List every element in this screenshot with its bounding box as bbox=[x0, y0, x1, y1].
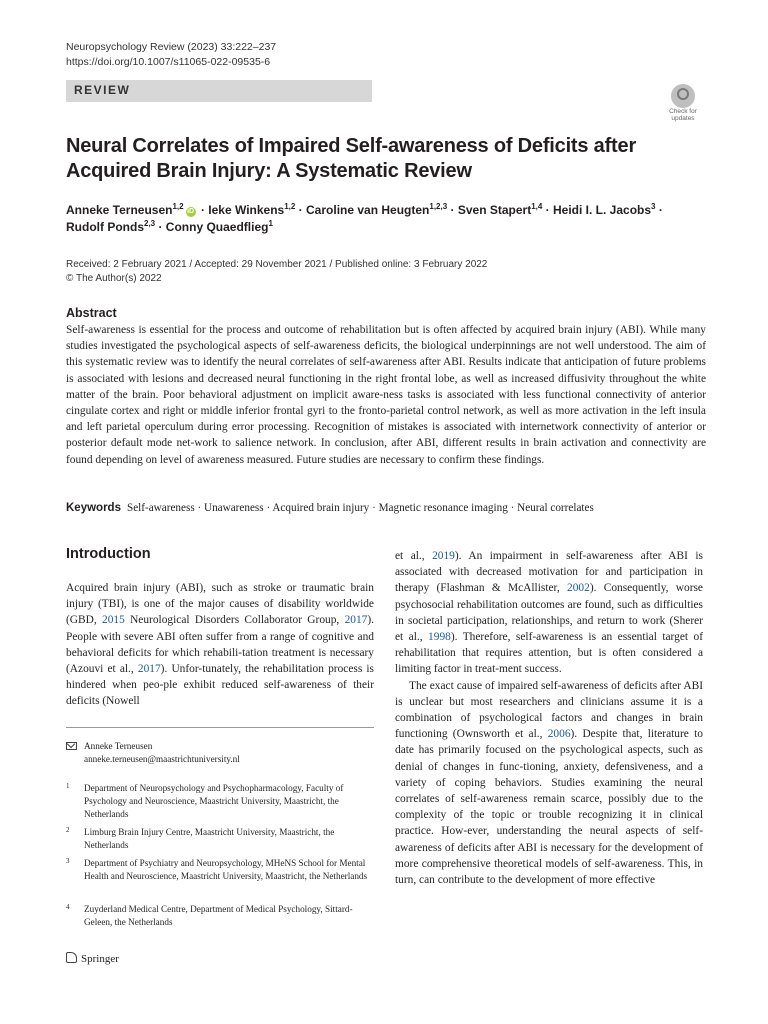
springer-logo-icon bbox=[66, 952, 77, 963]
affiliation-number: 1 bbox=[66, 782, 70, 790]
journal-doi[interactable]: https://doi.org/10.1007/s11065-022-09535-6 bbox=[66, 56, 271, 68]
keywords bbox=[66, 500, 706, 516]
section-bar bbox=[66, 80, 372, 102]
author-list bbox=[66, 202, 706, 236]
author-separator: · bbox=[655, 203, 663, 217]
abstract-heading: Abstract bbox=[66, 306, 117, 320]
right-column bbox=[395, 548, 703, 888]
author-affiliation: 1,2 bbox=[284, 202, 296, 211]
contact-name: Anneke Terneusen bbox=[84, 741, 153, 751]
introduction-heading: Introduction bbox=[66, 546, 151, 562]
publisher-footer bbox=[66, 952, 119, 965]
intro-paragraph bbox=[66, 580, 374, 710]
citation-link[interactable]: 2017 bbox=[137, 663, 161, 676]
footnote-divider bbox=[66, 727, 374, 728]
author-separator: · bbox=[295, 203, 307, 217]
affiliation-note bbox=[66, 903, 374, 929]
author-affiliation: 1,2 bbox=[172, 202, 184, 211]
check-updates-line1: Check for bbox=[669, 108, 697, 115]
affiliation-text: Department of Neuropsychology and Psychopharmacology, Faculty of Psychology and Neuroscience, Maastricht University, Maastricht, the Netherlands bbox=[84, 783, 344, 819]
text-run: Neurological Disorders Collaborator Group, bbox=[124, 614, 345, 627]
affiliation-text: Limburg Brain Injury Centre, Maastricht University, Maastricht, the Netherlands bbox=[84, 827, 335, 850]
author-separator: · bbox=[197, 203, 209, 217]
author-name[interactable]: Caroline van Heugten bbox=[306, 203, 430, 217]
affiliation-number: 3 bbox=[66, 857, 70, 865]
citation-link[interactable]: 2002 bbox=[567, 582, 590, 595]
contact-email[interactable]: anneke.terneusen@maastrichtuniversity.nl bbox=[84, 754, 240, 764]
affiliation-note bbox=[66, 782, 374, 821]
affiliation-number: 4 bbox=[66, 903, 70, 911]
author-name[interactable]: Ieke Winkens bbox=[208, 203, 285, 217]
keywords-text: Self-awareness · Unawareness · Acquired brain injury · Magnetic resonance imaging · Neural correlates bbox=[126, 502, 594, 514]
affiliation-number: 2 bbox=[66, 826, 70, 834]
affiliation-text: Zuyderland Medical Centre, Department of Medical Psychology, Sittard-Geleen, the Netherlands bbox=[84, 904, 353, 927]
author-name[interactable]: Rudolf Ponds bbox=[66, 220, 144, 234]
intro-paragraph bbox=[395, 678, 703, 889]
author-name[interactable]: Conny Quaedflieg bbox=[165, 220, 269, 234]
check-updates-line2: updates bbox=[671, 115, 695, 122]
affiliation-note bbox=[66, 857, 374, 883]
keywords-label: Keywords bbox=[66, 502, 121, 514]
text-run: ). Unfor-tunately, the rehabilitation process is hindered when peo-ple exhibit reduced self-awareness of their deficits (Nowell bbox=[66, 663, 374, 708]
text-run: et al., bbox=[395, 550, 433, 562]
citation-link[interactable]: 1998 bbox=[428, 631, 451, 644]
intro-paragraph bbox=[395, 548, 703, 678]
text-run: ). An impairment in self-awareness after ABI is associated with decreased motivation for and participation in therapy (Flashman & McAllister, bbox=[395, 550, 703, 595]
citation-link[interactable]: 2017 bbox=[344, 614, 368, 627]
journal-header bbox=[66, 40, 276, 70]
check-updates-icon bbox=[671, 84, 695, 108]
envelope-icon bbox=[66, 742, 77, 750]
text-run: ). People with severe ABI often suffer from a range of cognitive and behavioral deficits for which rehabili-tation treatment is necessary (Azouvi et al., bbox=[66, 614, 374, 676]
publication-dates bbox=[66, 258, 487, 286]
corresponding-author bbox=[66, 740, 374, 766]
copyright-line: © The Author(s) 2022 bbox=[66, 273, 162, 284]
author-name[interactable]: Anneke Terneusen bbox=[66, 203, 173, 217]
author-affiliation: 1,4 bbox=[531, 202, 543, 211]
abstract-text: Self-awareness is essential for the process and outcome of rehabilitation but is often affected by acquired brain injury (ABI). While many studies investigated the psychological aspects of self-awareness deficits, the biological underpinnings are not well understood. The aim of this systematic review was to identify the neural correlates of self-awareness after ABI. Results indicate that anticipation of future problems is associated with lesions and decreased neural functioning in the right frontal lobe, as well as increased diffusivity throughout the white matter of the brain. Poor behavioral adjustment on implicit aware-ness tasks is associated with less functional connectivity of anterior cingulate cortex and right or middle inferior frontal gyri to the fronto-parietal control network, as well as more activation in the left insula and left parietal operculum during error processing. Recognition of mistakes is associated with internetwork connectivity of anterior or posterior default mode net-work to salience network. In conclusion, after ABI, different results in brain activation and connectivity are found depending on level of awareness measured. Future studies are necessary to confirm these findings. bbox=[66, 324, 706, 466]
paper-title: Neural Correlates of Impaired Self-awareness of Deficits after Acquired Brain Injury: A Systematic Review bbox=[66, 135, 637, 182]
author-affiliation: 3 bbox=[651, 202, 656, 211]
author-name[interactable]: Heidi I. L. Jacobs bbox=[553, 203, 652, 217]
journal-citation: Neuropsychology Review (2023) 33:222–237 bbox=[66, 41, 277, 53]
text-run: Acquired brain injury (ABI), such as stroke or traumatic brain injury (TBI), is one of the major causes of disability worldwide (GBD, bbox=[66, 582, 374, 627]
author-affiliation: 2,3 bbox=[144, 219, 156, 228]
citation-link[interactable]: 2006 bbox=[547, 728, 571, 741]
citation-link[interactable]: 2015 bbox=[102, 614, 125, 627]
check-for-updates-badge[interactable] bbox=[663, 84, 703, 124]
author-affiliation: 1 bbox=[268, 219, 273, 228]
author-name[interactable]: Sven Stapert bbox=[457, 203, 532, 217]
affiliation-note bbox=[66, 826, 374, 852]
text-run: ). Therefore, self-awareness is an essential target of rehabilitation that requires attention, but is often considered a limiting factor in treat-ment success. bbox=[395, 631, 703, 676]
author-separator: · bbox=[155, 220, 166, 234]
citation-link[interactable]: 2019 bbox=[432, 550, 455, 562]
author-separator: · bbox=[542, 203, 553, 217]
section-label: REVIEW bbox=[74, 83, 131, 97]
left-column bbox=[66, 580, 374, 710]
affiliation-text: Department of Psychiatry and Neuropsychology, MHeNS School for Mental Health and Neuroscience, Maastricht University, Maastricht, the Netherlands bbox=[84, 858, 368, 881]
text-run: The exact cause of impaired self-awareness of deficits after ABI is unclear but most researchers and clinicians assume it is a combination of psychological factors and changes in brain functioning (Ownsworth et al., bbox=[395, 679, 703, 741]
author-separator: · bbox=[447, 203, 458, 217]
text-run: ). Consequently, worse psychosocial rehabilitation outcomes are found, such as difficulties in societal participation, relationships, and return to work (Sherer et al., bbox=[395, 582, 703, 644]
orcid-icon[interactable]: iD bbox=[187, 208, 195, 215]
publisher-name: Springer bbox=[81, 953, 119, 965]
text-run: ). Despite that, literature to date has primarily focused on the psychological aspects, such as denial of changes in func-tioning, anxiety, defensiveness, and a variety of coping behaviors. Studies examining the neural correlates of self-awareness remain scarce, possibly due to the complexity of the topic or trouble recognizing it in clinical practice. How-ever, understanding the neural aspects of self-awareness of deficits after ABI is necessary for the development of more comprehensive theoretical models of self-awareness. This, in turn, can contribute to the development of more effective bbox=[395, 728, 703, 887]
author-affiliation: 1,2,3 bbox=[429, 202, 448, 211]
dates-line: Received: 2 February 2021 / Accepted: 29 November 2021 / Published online: 3 February 2022 bbox=[66, 259, 488, 270]
